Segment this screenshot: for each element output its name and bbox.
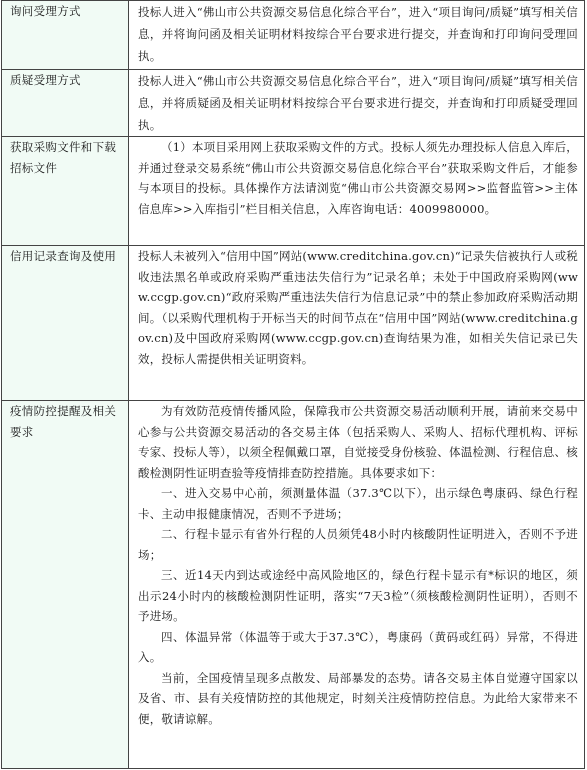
row-label-inquiry: 询问受理方式 <box>2 1 129 70</box>
document-page <box>1 0 585 765</box>
row-content-complaint <box>129 70 585 137</box>
row-content-credit-record <box>129 246 585 401</box>
epidemic-rule-4: 四、体温异常（体温等于或大于37.3℃），粤康码（黄码或红码）异常，不得进入。 <box>138 629 578 664</box>
obtain-documents-text: （1）本项目采用网上获取采购文件的方式。投标人须先办理投标人信息入库后，并通过登录交易系统“佛山市公共资源交易信息化综合平台”获取采购文件后，才能参与本项目的投标。具体操作方法请浏览“佛山市公共资源交易网>>监督监管>>主体信息库>>入库指引”栏目相关信息，入库咨询电话：4009980000。 <box>138 140 579 216</box>
table-row-credit-record <box>2 246 585 401</box>
row-label-complaint: 质疑受理方式 <box>2 70 129 137</box>
epidemic-rule-2: 二、行程卡显示有省外行程的人员须凭48小时内核酸阴性证明进入，否则不予进场； <box>138 527 578 562</box>
epidemic-rule-1: 一、进入交易中心前，须测量体温（37.3℃以下），出示绿色粤康码、绿色行程卡、主动申报健康情况，否则不予进场； <box>138 486 578 521</box>
row-label-obtain-documents: 获取采购文件和下载招标文件 <box>2 137 129 246</box>
epidemic-closing-text: 当前，全国疫情呈现多点散发、局部暴发的态势。请各交易主体自觉遵守国家以及省、市、县有关疫情防控的其他规定，时刻关注疫情防控信息。为此给大家带来不便，敬请谅解。 <box>138 670 578 726</box>
epidemic-rule-3: 三、近14天内到达或途经中高风险地区的，绿色行程卡显示有*标识的地区，须出示24小时内的核酸检测阴性证明，落实“7天3检”（须核酸检测阴性证明），否则不予进场。 <box>138 568 578 623</box>
epidemic-intro-text: 为有效防范疫情传播风险，保障我市公共资源交易活动顺利开展，请前来交易中心参与公共资源交易活动的各交易主体（包括采购人、采购人、招标代理机构、评标专家、投标人等），以须全程佩戴口罩，自觉接受身份核验、体温检测、行程信息、核酸检测阴性证明查验等疫情排查防控措施。具体要求如下： <box>138 404 578 480</box>
info-table <box>1 0 585 769</box>
table-row-inquiry <box>2 1 585 70</box>
credit-record-text: 投标人未被列入“信用中国”网站(www.creditchina.gov.cn)“记录失信被执行人或税收违法黑名单或政府采购严重违法失信行为”记录名单；未处于中国政府采购网(www.ccgp.gov.cn)“政府采购严重违法失信行为信息记录”中的禁止参加政府采购活动期间。（以采购代理机构于开标当天的时间节点在“信用中国”网站(www.creditchina.gov.cn)及中国政府采购网(www.ccgp.gov.cn)查询结果为准，如相关失信记录已失效，投标人需提供相关证明资料。 <box>138 249 578 366</box>
row-label-epidemic: 疫情防控提醒及相关要求 <box>2 401 129 769</box>
inquiry-text: 投标人进入“佛山市公共资源交易信息化综合平台”，进入“项目询问/质疑”填写相关信息，并将询问函及相关证明材料按综合平台要求进行提交，并查询和打印询问受理回执。 <box>138 5 578 63</box>
table-row-complaint <box>2 70 585 137</box>
row-content-inquiry <box>129 1 585 70</box>
row-label-credit-record: 信用记录查询及使用 <box>2 246 129 401</box>
row-content-epidemic <box>129 401 585 769</box>
table-row-epidemic <box>2 401 585 769</box>
table-row-obtain-documents <box>2 137 585 246</box>
row-content-obtain-documents <box>129 137 585 246</box>
complaint-text: 投标人进入“佛山市公共资源交易信息化综合平台”，进入“项目询问/质疑”填写相关信息，并将质疑函及相关证明材料按综合平台要求进行提交，并查询和打印质疑受理回执。 <box>138 74 578 132</box>
